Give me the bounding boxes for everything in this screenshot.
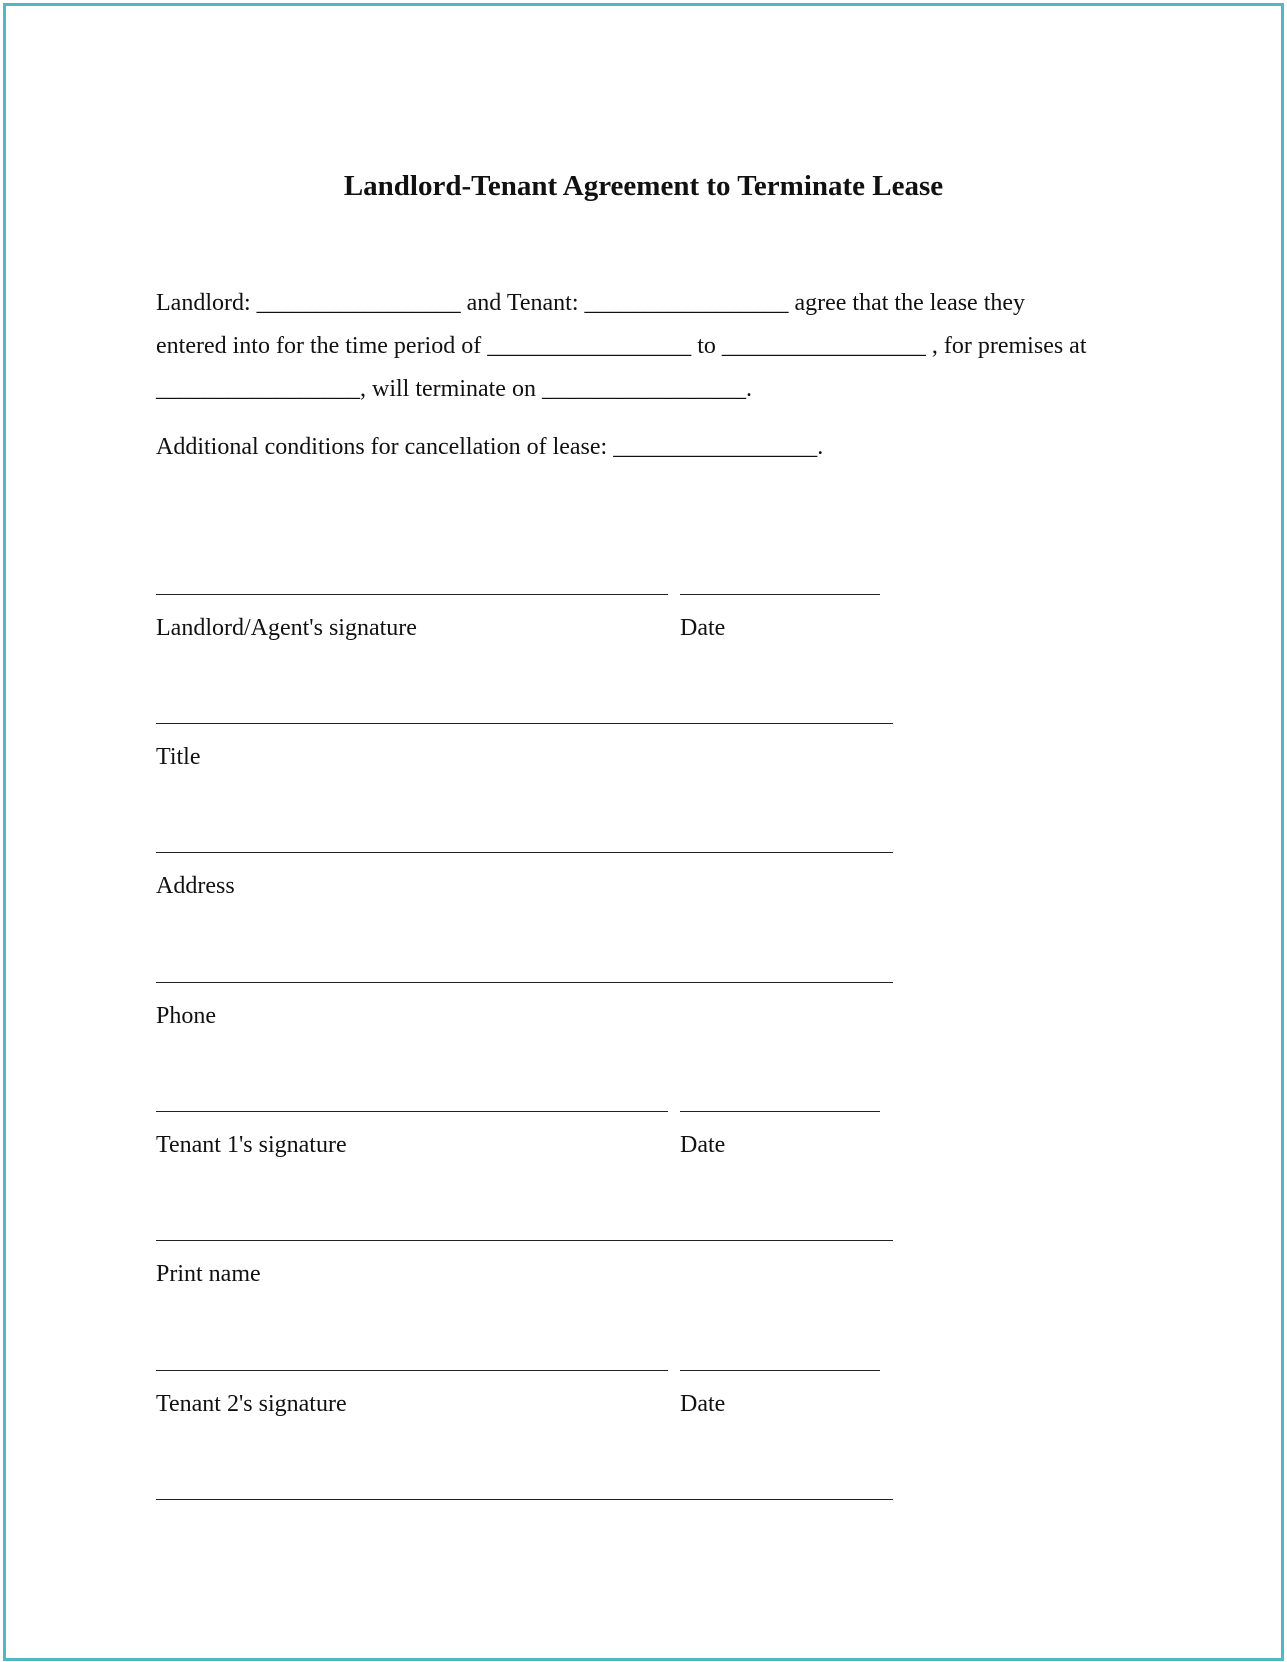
tenant2-date-label: Date [680, 1391, 726, 1417]
tenant1-date-label: Date [680, 1132, 726, 1158]
final-blank-line[interactable] [156, 1499, 893, 1500]
phone-line[interactable] [156, 982, 893, 983]
title-label: Title [156, 744, 201, 770]
address-label: Address [156, 873, 235, 899]
tenant1-date-line[interactable] [680, 1111, 880, 1112]
agreement-line-1: Landlord: _________________ and Tenant: _________________ agree that the lease they [156, 290, 1026, 316]
landlord-signature-line[interactable] [156, 594, 668, 595]
agreement-line-2: entered into for the time period of _________________ to _________________ , for premises at [156, 333, 1087, 359]
tenant2-signature-label: Tenant 2's signature [156, 1391, 347, 1417]
print-name-line[interactable] [156, 1240, 893, 1241]
landlord-date-line[interactable] [680, 594, 880, 595]
phone-label: Phone [156, 1003, 216, 1029]
agreement-line-3: _________________, will terminate on _________________. [156, 376, 752, 402]
address-line[interactable] [156, 852, 893, 853]
tenant1-signature-label: Tenant 1's signature [156, 1132, 347, 1158]
tenant1-signature-line[interactable] [156, 1111, 668, 1112]
title-line[interactable] [156, 723, 893, 724]
print-name-label: Print name [156, 1261, 261, 1287]
tenant2-date-line[interactable] [680, 1370, 880, 1371]
landlord-date-label: Date [680, 615, 726, 641]
additional-conditions-paragraph: Additional conditions for cancellation of lease: _________________. [156, 434, 824, 460]
tenant2-signature-line[interactable] [156, 1370, 668, 1371]
document-title: Landlord-Tenant Agreement to Terminate Lease [343, 170, 944, 202]
landlord-signature-label: Landlord/Agent's signature [156, 615, 417, 641]
agreement-paragraph [156, 282, 1136, 411]
